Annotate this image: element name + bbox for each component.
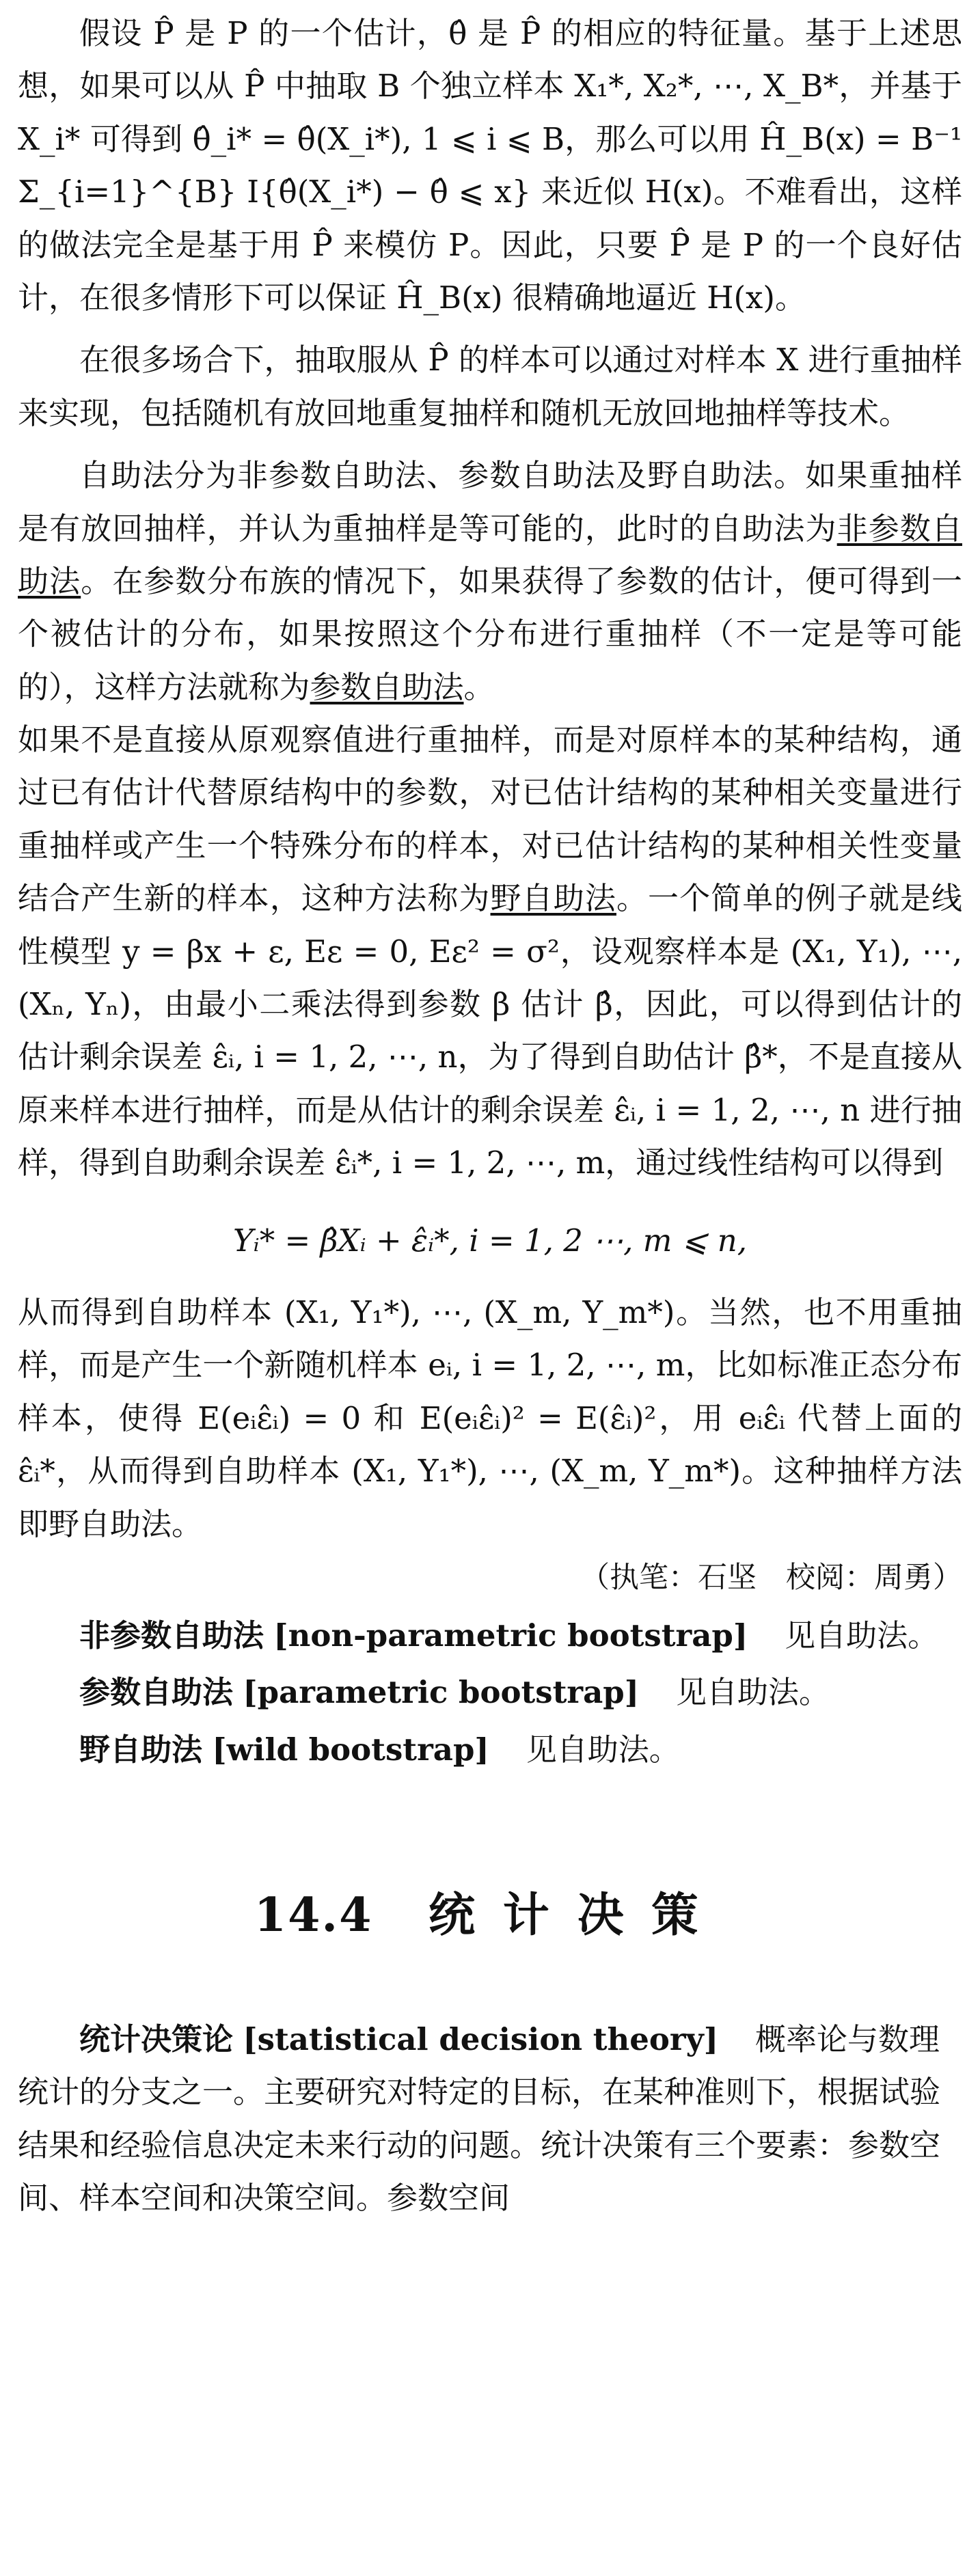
entry-english: [non-parametric bootstrap] xyxy=(273,1617,748,1654)
author-credit: （执笔：石坚 校阅：周勇） xyxy=(580,1560,962,1595)
section-heading xyxy=(18,1878,962,1945)
entry-parametric-bootstrap xyxy=(18,1666,962,1718)
paragraph-bootstrap-sample: 从而得到自助样本 (X₁, Y₁*), ⋯, (X_m, Y_m*)。当然，也不用重抽样，而是产生一个新随机样本 eᵢ, i = 1, 2, ⋯, m，比如标准正态分布样本，使得 E(eᵢε̂ᵢ) = 0 和 E(eᵢε̂ᵢ)² = E(ε̂ᵢ)²，用 eᵢε̂ᵢ 代替上面的 ε̂ᵢ*，从而得到自助样本 (X₁, Y₁*), ⋯, (X_m, Y_m*)。这种抽样方法即野自助法。 xyxy=(18,1293,962,1542)
section-title: 统计决策 xyxy=(428,1889,726,1943)
entry-wild-bootstrap xyxy=(18,1723,962,1776)
paragraph-resampling: 在很多场合下，抽取服从 P̂ 的样本可以通过对样本 X 进行重抽样来实现，包括随机有放回地重复抽样和随机无放回地抽样等技术。 xyxy=(18,342,962,431)
entry-non-parametric-bootstrap xyxy=(18,1609,962,1662)
text-span: 如果不是直接从原观察值进行重抽样，而是对原样本的某种结构，通过已有估计代替原结构中的参数，对已估计结构的某种相关变量进行重抽样或产生一个特殊分布的样本，对已估计结构的某种相关性变量结合产生新的样本，这种方法称为 xyxy=(18,722,962,917)
entry-english: [wild bootstrap] xyxy=(212,1731,489,1768)
entry-see: 见自助法。 xyxy=(676,1674,830,1711)
text-span: 。一个简单的例子就是线性模型 y = βx + ε, Eε = 0, Eε² = σ²，设观察样本是 (X₁, Y₁), ⋯, (Xₙ, Yₙ)，由最小二乘法得到参数 β 估计 β̂，因此，可以得到估计的估计剩余误差 ε̂ᵢ, i = 1, 2, ⋯, n，为了得到自助估计 β̂*，不是直接从原来样本进行抽样，而是从估计的剩余误差 ε̂ᵢ, i = 1, 2, ⋯, n 进行抽样，得到自助剩余误差 ε̂ᵢ*, i = 1, 2, ⋯, m，通过线性结构可以得到 xyxy=(18,880,962,1181)
paragraph-bootstrap-approximation: 假设 P̂ 是 P 的一个估计，θ̂ 是 P̂ 的相应的特征量。基于上述思想，如果可以从 P̂ 中抽取 B 个独立样本 X₁*, X₂*, ⋯, X_B*，并基于 X_i* 可得到 θ̂_i* = θ̂(X_i*), 1 ⩽ i ⩽ B，那么可以用 Ĥ_B(x) = B⁻¹ Σ_{i=1}^{B} I{θ̂(X_i*) − θ̂ ⩽ x} 来近似 H(x)。不难看出，这样的做法完全是基于用 P̂ 来模仿 P。因此，只要 P̂ 是 P 的一个良好估计，在很多情形下可以保证 Ĥ_B(x) 很精确地逼近 H(x)。 xyxy=(18,15,962,316)
entry-term: 非参数自助法 xyxy=(79,1617,264,1654)
entry-text: 概率论与数理统计的分支之一。主要研究对特定的目标，在某种准则下，根据试验结果和经验信息决定未来行动的问题。统计决策有三个要素：参数空间、样本空间和决策空间。参数空间 xyxy=(18,2021,941,2217)
paragraph-wild-bootstrap xyxy=(18,713,962,1190)
entry-term: 统计决策论 xyxy=(79,2021,234,2058)
display-formula: Yᵢ* = β̂Xᵢ + ε̂ᵢ*, i = 1, 2 ⋯, m ⩽ n, xyxy=(232,1222,748,1259)
entry-term: 野自助法 xyxy=(79,1731,203,1768)
entry-see: 见自助法。 xyxy=(785,1617,939,1654)
section-number: 14.4 xyxy=(254,1888,373,1943)
paragraph-bootstrap-types xyxy=(18,449,962,713)
underlined-term-nonparametric: 非参数自助法 xyxy=(18,510,962,599)
entry-term: 参数自助法 xyxy=(79,1674,234,1711)
entry-english: [parametric bootstrap] xyxy=(243,1674,640,1711)
entry-see: 见自助法。 xyxy=(526,1731,680,1768)
underlined-term-parametric: 参数自助法 xyxy=(310,668,464,705)
entry-english: [statistical decision theory] xyxy=(243,2021,719,2058)
text-span: 。在参数分布族的情况下，如果获得了参数的估计，便可得到一个被估计的分布，如果按照这个分布进行重抽样（不一定是等可能的），这样方法就称为 xyxy=(18,562,962,705)
text-span: 。 xyxy=(463,668,495,705)
entry-statistical-decision-theory xyxy=(18,2013,962,2225)
underlined-term-wild: 野自助法 xyxy=(490,880,616,917)
text-span: 自助法分为非参数自助法、参数自助法及野自助法。如果重抽样是有放回抽样，并认为重抽样是等可能的，此时的自助法为 xyxy=(18,457,962,547)
